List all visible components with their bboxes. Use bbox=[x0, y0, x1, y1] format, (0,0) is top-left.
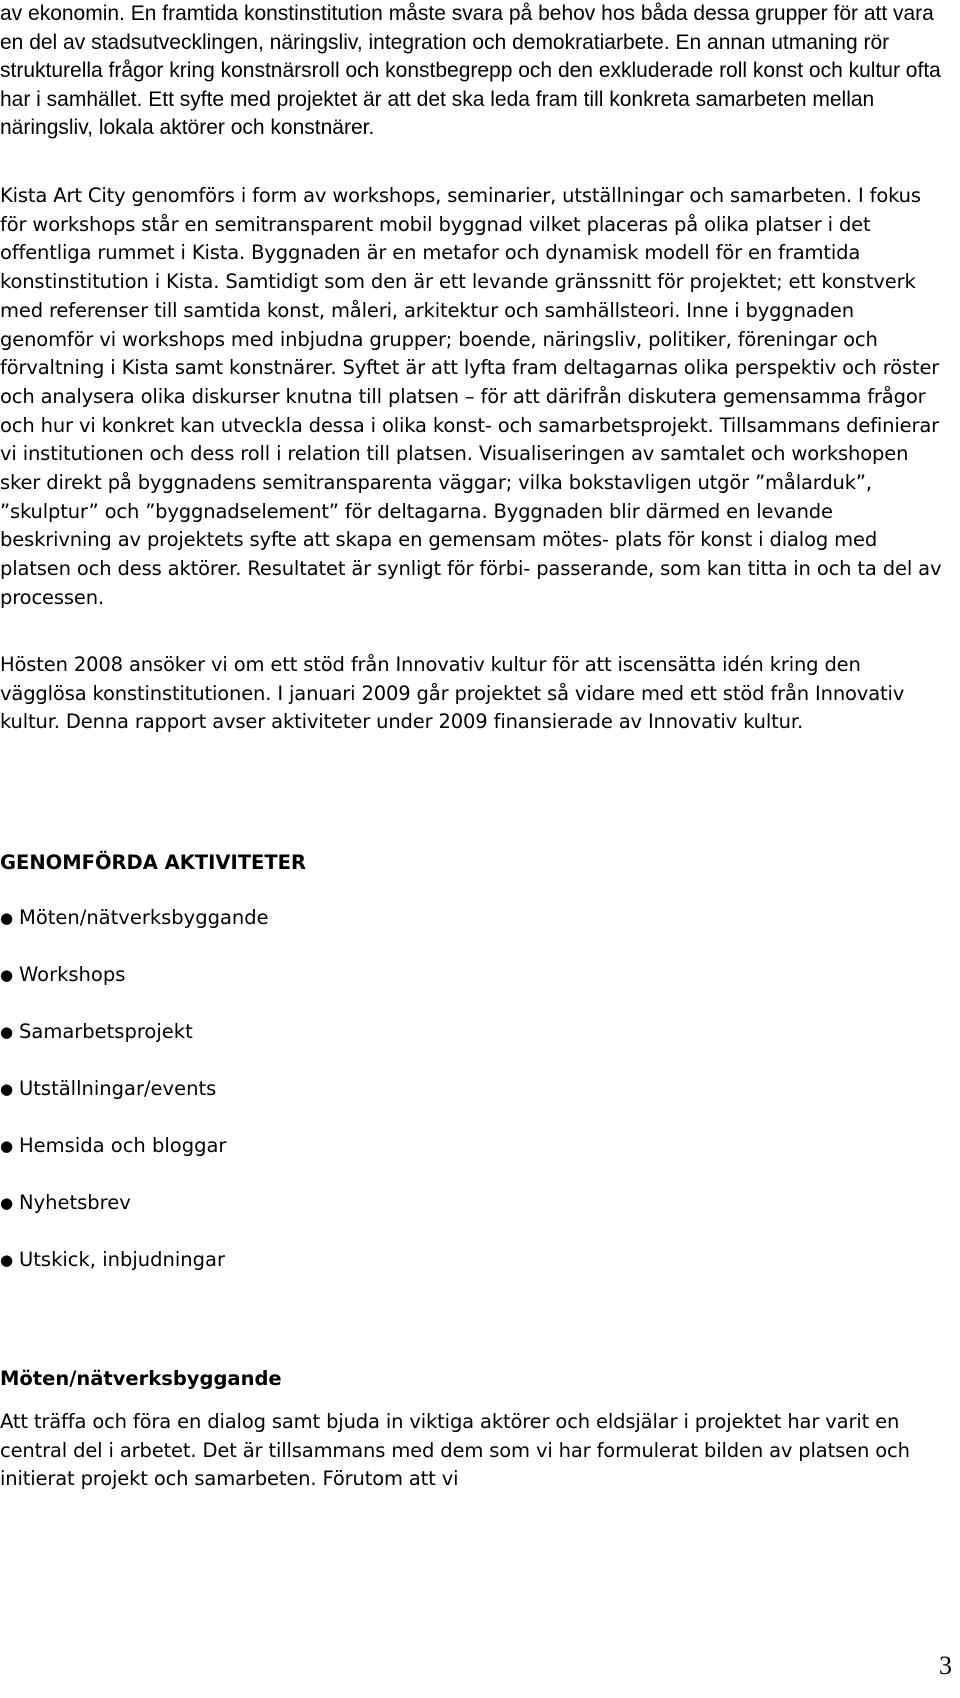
bullet-icon: ● bbox=[0, 1080, 14, 1098]
kista-art-city-paragraph: Kista Art City genomförs i form av workshops, seminarier, utställningar och samarbeten. I fokus för workshops står en semitransparent mobil byggnad vilket placeras på olika platser i det offentliga rummet i Kista. Byggnaden är en metafor och dynamisk modell för en framtida konstinstitution i Kista. Samtidigt som den är ett levande gränssnitt för projektet; ett konstverk med referenser till samtida konst, måleri, arkitektur och samhällsteori. Inne i byggnaden genomför vi workshops med inbjudna grupper; boende, näringsliv, politiker, föreningar och förvaltning i Kista samt konstnärer. Syftet är att lyfta fram deltagarnas olika perspektiv och röster och analysera olika diskurser knutna till platsen – för att därifrån diskutera gemensamma frågor och hur vi konkret kan utveckla dessa i olika konst- och samarbetsprojekt. Tillsammans definierar vi institutionen och dess roll i relation till platsen. Visualiseringen av samtalet och workshopen sker direkt på byggnadens semitransparenta väggar; vilka bokstavligen utgör ”målarduk”, ”skulptur” och ”byggnadselement” för deltagarna. Byggnaden blir därmed en levande beskrivning av projektets syfte att skapa en gemensam mötes- plats för konst i dialog med platsen och dess aktörer. Resultatet är synligt för förbi- passerande, som kan titta in och ta del av processen. bbox=[0, 184, 942, 609]
bullet-icon: ● bbox=[0, 1251, 14, 1269]
bullet-icon: ● bbox=[0, 1194, 14, 1212]
list-item-label: Utskick, inbjudningar bbox=[19, 1248, 225, 1271]
list-item bbox=[0, 1019, 269, 1076]
meetings-section bbox=[0, 1408, 950, 1494]
meetings-paragraph: Att träffa och föra en dialog samt bjuda in viktiga aktörer och eldsjälar i projektet har varit en central del i arbetet. Det är tillsammans med dem som vi har formulerat bilden av platsen och initierat projekt och samarbeten. Förutom att vi bbox=[0, 1410, 910, 1491]
list-item-label: Workshops bbox=[19, 963, 126, 986]
list-item bbox=[0, 962, 269, 1019]
bullet-icon: ● bbox=[0, 966, 14, 984]
list-item-label: Nyhetsbrev bbox=[19, 1191, 131, 1214]
list-item bbox=[0, 1076, 269, 1133]
list-item bbox=[0, 905, 269, 962]
list-item bbox=[0, 1190, 269, 1247]
kista-art-city-section bbox=[0, 182, 950, 613]
list-item-label: Samarbetsprojekt bbox=[19, 1020, 193, 1043]
bullet-icon: ● bbox=[0, 1137, 14, 1155]
list-item-label: Utställningar/events bbox=[19, 1077, 217, 1100]
bullet-icon: ● bbox=[0, 909, 14, 927]
funding-paragraph: Hösten 2008 ansöker vi om ett stöd från Innovativ kultur för att iscensätta idén kring den vägglösa konstinstitutionen. I januari 2009 går projektet så vidare med ett stöd från Innovativ kultur. Denna rapport avser aktiviteter under 2009 finansierade av Innovativ kultur. bbox=[0, 653, 905, 734]
bullet-icon: ● bbox=[0, 1023, 14, 1041]
list-item-label: Möten/nätverksbyggande bbox=[19, 906, 269, 929]
list-item bbox=[0, 1133, 269, 1190]
activities-list bbox=[0, 905, 269, 1304]
list-item-label: Hemsida och bloggar bbox=[19, 1134, 227, 1157]
intro-section bbox=[0, 0, 946, 143]
activities-heading: GENOMFÖRDA AKTIVITETER bbox=[0, 851, 306, 874]
intro-paragraph: av ekonomin. En framtida konstinstitution måste svara på behov hos båda dessa grupper för att vara en del av stadsutvecklingen, näringsliv, integration och demokratiarbete. En annan utmaning rör strukturella frågor kring konstnärsroll och konstbegrepp och den exkluderade roll konst och kultur ofta har i samhället. Ett syfte med projektet är att det ska leda fram till konkreta samarbeten mellan näringsliv, lokala aktörer och konstnärer. bbox=[0, 2, 941, 139]
page-number: 3 bbox=[939, 1651, 952, 1680]
meetings-heading: Möten/nätverksbyggande bbox=[0, 1367, 282, 1390]
funding-section bbox=[0, 651, 950, 737]
list-item bbox=[0, 1247, 269, 1304]
